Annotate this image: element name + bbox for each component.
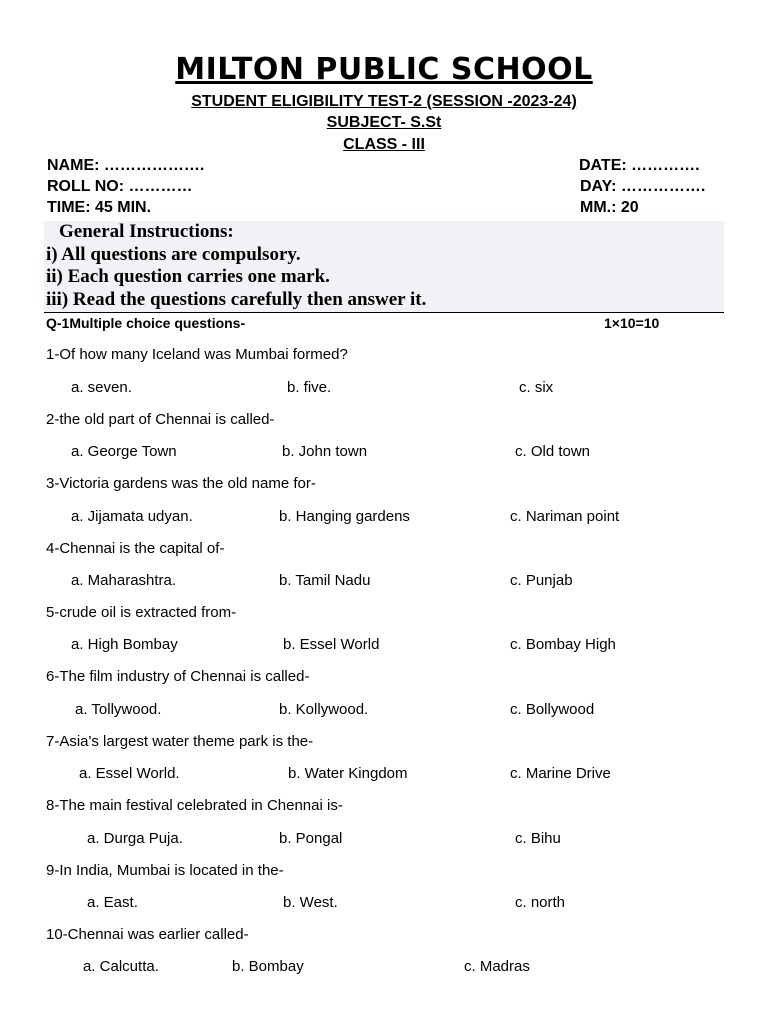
option-b: b. West. <box>283 894 338 911</box>
option-c: c. Madras <box>464 958 530 975</box>
day-field: DAY: ……………. <box>580 178 706 195</box>
instructions-heading: General Instructions: <box>59 221 234 242</box>
school-name: MILTON PUBLIC SCHOOL <box>175 52 593 87</box>
question-text: 6-The film industry of Chennai is called- <box>46 668 310 685</box>
section-title: Q-1Multiple choice questions- <box>46 315 246 331</box>
option-b: b. Water Kingdom <box>288 765 408 782</box>
question-text: 4-Chennai is the capital of- <box>46 540 225 557</box>
option-c: c. six <box>519 379 554 396</box>
max-marks-field: MM.: 20 <box>580 199 639 216</box>
date-field: DATE: …………. <box>579 157 700 174</box>
instruction-item: ii) Each question carries one mark. <box>46 266 330 287</box>
option-c: c. Marine Drive <box>510 765 611 782</box>
option-c: c. Nariman point <box>510 508 620 525</box>
question-text: 10-Chennai was earlier called- <box>46 926 249 943</box>
option-c: c. Bihu <box>515 830 561 847</box>
option-a: a. Durga Puja. <box>87 830 183 847</box>
option-b: b. Essel World <box>283 636 380 653</box>
option-a: a. East. <box>87 894 138 911</box>
roll-field: ROLL NO: ………… <box>47 178 193 195</box>
option-a: a. Essel World. <box>79 765 180 782</box>
question-text: 1-Of how many Iceland was Mumbai formed? <box>46 346 348 363</box>
instruction-item: iii) Read the questions carefully then answer it. <box>46 288 427 310</box>
option-a: a. Calcutta. <box>83 958 159 975</box>
instruction-item: i) All questions are compulsory. <box>46 243 301 265</box>
test-title: STUDENT ELIGIBILITY TEST-2 (SESSION -2023-24) <box>191 93 577 110</box>
option-a: a. seven. <box>71 379 132 396</box>
option-c: c. Bollywood <box>510 701 595 718</box>
option-c: c. Old town <box>515 443 591 460</box>
option-a: a. George Town <box>71 443 177 460</box>
question-text: 7-Asia's largest water theme park is the- <box>46 733 314 750</box>
question-text: 5-crude oil is extracted from- <box>46 604 237 621</box>
option-a: a. Maharashtra. <box>71 572 177 589</box>
option-b: b. Pongal <box>279 830 343 847</box>
subject-title: SUBJECT- S.St <box>326 114 442 131</box>
option-b: b. Tamil Nadu <box>279 572 371 589</box>
option-a: a. Jijamata udyan. <box>71 508 193 525</box>
option-c: c. north <box>515 894 566 911</box>
time-field: TIME: 45 MIN. <box>47 199 152 216</box>
question-text: 2-the old part of Chennai is called- <box>46 411 275 428</box>
class-title: CLASS - III <box>343 136 425 153</box>
option-a: a. High Bombay <box>71 636 178 653</box>
question-text: 3-Victoria gardens was the old name for- <box>46 475 316 492</box>
option-b: b. Kollywood. <box>279 701 369 718</box>
option-b: b. Bombay <box>232 958 304 975</box>
section-marks: 1×10=10 <box>604 315 660 331</box>
option-b: b. five. <box>287 379 332 396</box>
question-text: 9-In India, Mumbai is located in the- <box>46 862 284 879</box>
general-instructions <box>44 221 724 313</box>
question-text: 8-The main festival celebrated in Chennai is- <box>46 797 343 814</box>
name-field: NAME: ………………. <box>47 157 205 174</box>
option-b: b. John town <box>282 443 368 460</box>
option-a: a. Tollywood. <box>75 701 162 718</box>
option-c: c. Bombay High <box>510 636 616 653</box>
option-c: c. Punjab <box>510 572 573 589</box>
option-b: b. Hanging gardens <box>279 508 410 525</box>
